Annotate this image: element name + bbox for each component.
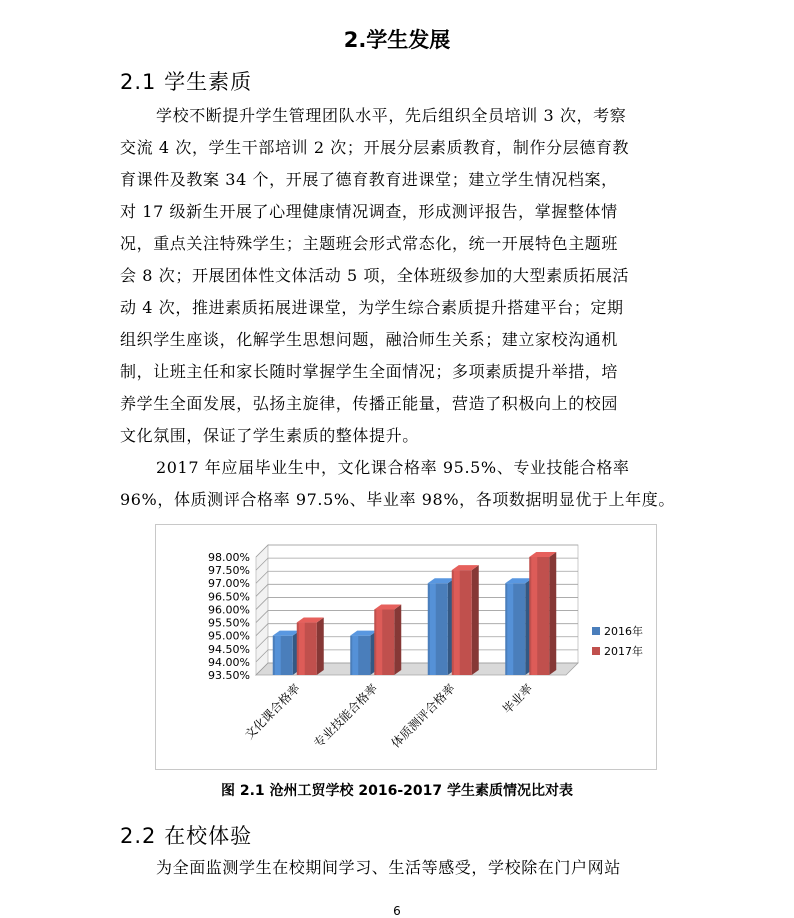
y-tick-label: 98.00%	[208, 551, 250, 564]
chart-frame	[155, 524, 657, 770]
quality-comparison-chart	[156, 525, 656, 769]
paragraph-school-experience	[120, 852, 676, 884]
y-tick-label: 95.00%	[208, 629, 250, 643]
y-tick-label: 93.50%	[208, 669, 250, 682]
bar-2017	[297, 618, 324, 675]
figure-caption: 图 2.1 沧州工贸学校 2016-2017 学生素质情况比对表	[220, 783, 574, 799]
paragraph-line: 2017 年应届毕业生中，文化课合格率 95.5%、专业技能合格率	[156, 458, 630, 477]
paragraph-line: 育课件及教案 34 个，开展了德育教育进课堂；建立学生情况档案，	[120, 170, 618, 189]
y-tick-label: 94.00%	[208, 655, 250, 669]
x-category-label: 文化课合格率	[242, 681, 303, 743]
paragraph-line: 文化氛围，保证了学生素质的整体提升。	[120, 426, 419, 445]
subsection-number: 2.1	[120, 70, 157, 94]
paragraph-graduate-rates	[120, 452, 676, 516]
paragraph-line: 学校不断提升学生管理团队水平，先后组织全员培训 3 次，考察	[156, 106, 627, 125]
subsection-title: 学生素质	[164, 70, 253, 94]
subsection-heading-2-2	[120, 820, 252, 850]
legend-label: 2016年	[604, 625, 643, 638]
paragraph-student-quality	[120, 100, 676, 452]
y-tick-label: 96.50%	[208, 590, 250, 604]
bar-2017	[529, 552, 556, 675]
bar-2016	[428, 578, 455, 675]
bar-2017	[452, 565, 479, 675]
paragraph-line: 组织学生座谈，化解学生思想问题，融洽师生关系；建立家校沟通机	[120, 330, 619, 349]
paragraph-line: 为全面监测学生在校期间学习、生活等感受，学校除在门户网站	[156, 858, 621, 877]
x-category-label: 体质测评合格率	[388, 681, 458, 751]
paragraph-line: 96%，体质测评合格率 97.5%、毕业率 98%，各项数据明显优于上年度。	[120, 490, 675, 509]
bar-2016	[505, 578, 532, 675]
page-number: 6	[393, 904, 401, 918]
paragraph-line: 对 17 级新生开展了心理健康情况调查，形成测评报告，掌握整体情	[120, 202, 618, 221]
y-tick-label: 96.00%	[208, 603, 250, 617]
paragraph-line: 养学生全面发展，弘扬主旋律，传播正能量，营造了积极向上的校园	[120, 394, 619, 413]
paragraph-line: 会 8 次；开展团体性文体活动 5 项，全体班级参加的大型素质拓展活	[120, 266, 630, 285]
y-tick-label: 95.50%	[208, 616, 250, 630]
subsection-number: 2.2	[120, 824, 157, 848]
subsection-title: 在校体验	[164, 824, 253, 848]
bar-2016	[273, 631, 300, 675]
legend-swatch	[592, 647, 600, 655]
paragraph-line: 交流 4 次，学生干部培训 2 次；开展分层素质教育，制作分层德育教	[120, 138, 630, 157]
legend-label: 2017年	[604, 645, 643, 658]
section-title: 2.学生发展	[343, 28, 451, 52]
legend-swatch	[592, 627, 600, 635]
paragraph-line: 动 4 次，推进素质拓展进课堂，为学生综合素质提升搭建平台；定期	[120, 298, 624, 317]
paragraph-line: 况，重点关注特殊学生；主题班会形式常态化，统一开展特色主题班	[120, 234, 619, 253]
y-tick-label: 97.00%	[208, 577, 250, 591]
y-tick-label: 94.50%	[208, 642, 250, 656]
bar-2016	[350, 631, 377, 675]
bar-2017	[374, 604, 401, 675]
x-category-label: 专业技能合格率	[311, 681, 381, 751]
paragraph-line: 制，让班主任和家长随时掌握学生全面情况；多项素质提升举措，培	[120, 362, 619, 381]
y-tick-label: 97.50%	[208, 564, 250, 578]
x-category-label: 毕业率	[500, 681, 536, 717]
subsection-heading-2-1	[120, 66, 252, 96]
